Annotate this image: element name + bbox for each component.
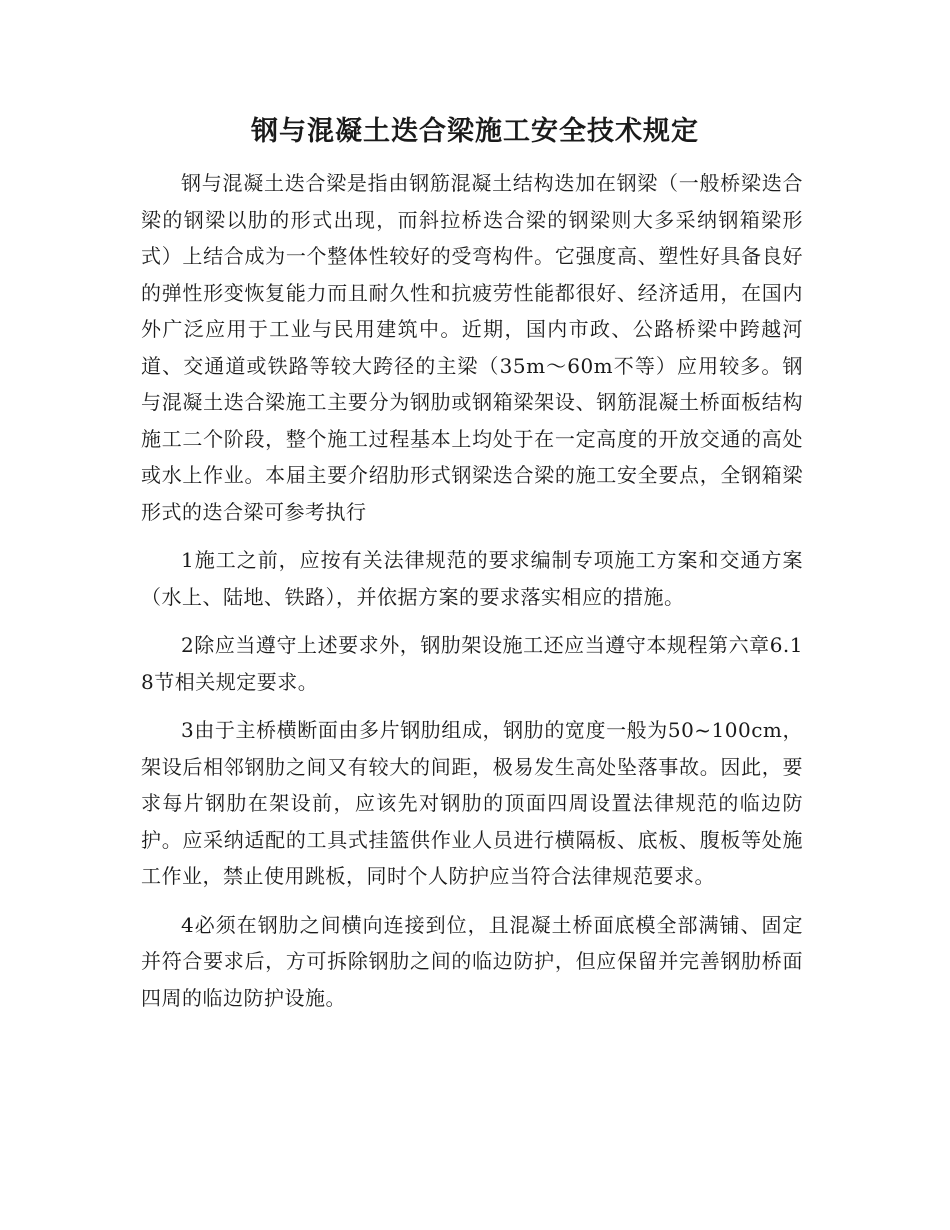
document-body <box>141 165 803 1016</box>
clause-2-paragraph: 2除应当遵守上述要求外，钢肋架设施工还应当遵守本规程第六章6.18节相关规定要求。 <box>141 633 803 694</box>
document-title: 钢与混凝土迭合梁施工安全技术规定 <box>251 116 699 147</box>
clause-1-paragraph: 1施工之前，应按有关法律规范的要求编制专项施工方案和交通方案（水上、陆地、铁路），并依据方案的要求落实相应的措施。 <box>141 548 803 609</box>
clause-3-paragraph: 3由于主桥横断面由多片钢肋组成，钢肋的宽度一般为50~100cm，架设后相邻钢肋之间又有较大的间距，极易发生高处坠落事故。因此，要求每片钢肋在架设前，应该先对钢肋的顶面四周设置法律规范的临边防护。应采纳适配的工具式挂篮供作业人员进行横隔板、底板、腹板等处施工作业，禁止使用跳板，同时个人防护应当符合法律规范要求。 <box>141 718 803 888</box>
clause-4-paragraph: 4必须在钢肋之间横向连接到位，且混凝土桥面底模全部满铺、固定并符合要求后，方可拆除钢肋之间的临边防护，但应保留并完善钢肋桥面四周的临边防护设施。 <box>141 912 803 1010</box>
intro-paragraph: 钢与混凝土迭合梁是指由钢筋混凝土结构迭加在钢梁（一般桥梁迭合梁的钢梁以肋的形式出现，而斜拉桥迭合梁的钢梁则大多采纳钢箱梁形式）上结合成为一个整体性较好的受弯构件。它强度高、塑性好具备良好的弹性形变恢复能力而且耐久性和抗疲劳性能都很好、经济适用，在国内外广泛应用于工业与民用建筑中。近期，国内市政、公路桥梁中跨越河道、交通道或铁路等较大跨径的主梁（35m～60m不等）应用较多。钢与混凝土迭合梁施工主要分为钢肋或钢箱梁架设、钢筋混凝土桥面板结构施工二个阶段，整个施工过程基本上均处于在一定高度的开放交通的高处或水上作业。本届主要介绍肋形式钢梁迭合梁的施工安全要点，全钢箱梁形式的迭合梁可参考执行 <box>141 171 803 524</box>
